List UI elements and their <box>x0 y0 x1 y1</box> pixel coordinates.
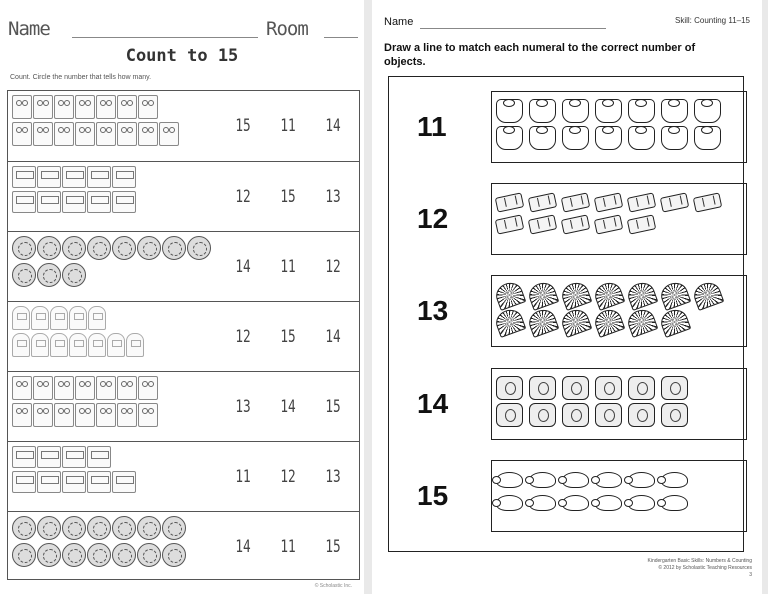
number-choices <box>223 187 353 207</box>
ball-icon <box>162 236 186 260</box>
dress-icon <box>694 126 721 150</box>
object-group[interactable] <box>491 460 747 532</box>
bird-icon <box>529 472 556 488</box>
ball-icon <box>37 263 61 287</box>
dress-icon <box>628 99 655 123</box>
number-choice[interactable]: 14 <box>325 116 341 136</box>
counting-row <box>8 161 359 231</box>
bird-icon <box>661 495 688 511</box>
ball-icon <box>137 516 161 540</box>
object-group <box>12 446 234 496</box>
fan-icon <box>493 279 527 311</box>
number-choice[interactable]: 13 <box>235 396 251 417</box>
box-icon <box>62 191 86 213</box>
bird-icon <box>661 472 688 488</box>
box-icon <box>37 191 61 213</box>
room-line <box>324 37 358 38</box>
eraser-icon <box>660 192 690 212</box>
ball-icon <box>62 263 86 287</box>
number-choice[interactable]: 13 <box>325 466 341 487</box>
number-choice[interactable]: 14 <box>235 536 251 557</box>
eraser-icon <box>594 192 624 212</box>
box-icon <box>87 166 111 188</box>
number-choice[interactable]: 15 <box>280 186 296 207</box>
bird-icon <box>562 495 589 511</box>
eraser-icon <box>627 214 657 234</box>
name-label: Name <box>384 16 414 28</box>
box-icon <box>37 446 61 468</box>
ice-icon <box>595 403 622 427</box>
box-icon <box>12 446 36 468</box>
number-choice[interactable]: 14 <box>235 256 251 277</box>
ball-icon <box>62 516 86 540</box>
ball-icon <box>187 236 211 260</box>
robot-icon <box>54 95 74 119</box>
number-choice[interactable]: 15 <box>325 396 341 417</box>
footer-line-2: © 2012 by Scholastic Teaching Resources <box>658 565 752 571</box>
robot-icon <box>96 122 116 146</box>
fan-icon <box>625 279 659 311</box>
left-worksheet <box>0 0 364 594</box>
number-choices <box>223 116 353 136</box>
ghost-icon <box>69 333 87 357</box>
number-choice[interactable]: 13 <box>325 186 341 207</box>
ghost-icon <box>50 306 68 330</box>
bird-icon <box>496 472 523 488</box>
ghost-icon <box>88 333 106 357</box>
fan-icon <box>493 306 527 338</box>
object-group <box>12 376 234 430</box>
ball-icon <box>12 263 36 287</box>
counting-row <box>8 441 359 511</box>
robot-icon <box>33 122 53 146</box>
fan-icon <box>658 306 692 338</box>
footer: © Scholastic Inc. <box>314 583 352 589</box>
number-choices <box>223 257 353 277</box>
bird-icon <box>595 495 622 511</box>
name-line <box>72 37 258 38</box>
ghost-icon <box>69 306 87 330</box>
ball-icon <box>37 543 61 567</box>
ball-icon <box>62 543 86 567</box>
robot-icon <box>12 376 32 400</box>
robot-icon <box>75 95 95 119</box>
ice-icon <box>496 376 523 400</box>
object-group <box>12 236 234 290</box>
instructions: Count. Circle the number that tells how many. <box>10 74 152 81</box>
robot-icon <box>54 376 74 400</box>
number-choices <box>223 327 353 347</box>
number-choice[interactable]: 15 <box>280 326 296 347</box>
object-group[interactable] <box>491 91 747 163</box>
eraser-icon <box>693 192 723 212</box>
fan-icon <box>592 279 626 311</box>
eraser-icon <box>528 214 558 234</box>
footer-line-1: Kindergarten Basic Skills: Numbers & Counting <box>647 558 752 564</box>
ice-icon <box>529 376 556 400</box>
ball-icon <box>137 236 161 260</box>
eraser-icon <box>495 214 525 234</box>
robot-icon <box>117 403 137 427</box>
robot-icon <box>138 403 158 427</box>
numeral[interactable]: 14 <box>417 388 449 419</box>
robot-icon <box>12 122 32 146</box>
number-choice[interactable]: 11 <box>280 116 296 136</box>
box-icon <box>112 471 136 493</box>
bird-icon <box>562 472 589 488</box>
ball-icon <box>162 543 186 567</box>
bird-icon <box>628 472 655 488</box>
numeral[interactable]: 12 <box>417 203 449 234</box>
box-icon <box>87 471 111 493</box>
ice-icon <box>661 376 688 400</box>
fan-icon <box>526 306 560 338</box>
ice-icon <box>628 376 655 400</box>
robot-icon <box>33 376 53 400</box>
robot-icon <box>33 403 53 427</box>
box-icon <box>87 446 111 468</box>
object-group[interactable] <box>491 368 747 440</box>
dress-icon <box>694 99 721 123</box>
box-icon <box>12 166 36 188</box>
robot-icon <box>138 95 158 119</box>
counting-row <box>8 371 359 441</box>
ball-icon <box>62 236 86 260</box>
fan-icon <box>559 306 593 338</box>
number-choice[interactable]: 15 <box>325 536 341 557</box>
ball-icon <box>162 516 186 540</box>
ball-icon <box>87 516 111 540</box>
footer <box>562 558 752 579</box>
object-group <box>12 306 234 360</box>
robot-icon <box>159 122 179 146</box>
robot-icon <box>96 95 116 119</box>
box-icon <box>112 191 136 213</box>
counting-row <box>8 301 359 371</box>
eraser-icon <box>561 192 591 212</box>
numeral[interactable]: 11 <box>417 111 447 142</box>
dress-icon <box>529 99 556 123</box>
number-choice[interactable]: 14 <box>325 326 341 347</box>
number-choice[interactable]: 12 <box>280 466 296 487</box>
fan-icon <box>658 279 692 311</box>
fan-icon <box>625 306 659 338</box>
dress-icon <box>628 126 655 150</box>
fan-icon <box>592 306 626 338</box>
counting-row <box>8 511 359 581</box>
robot-icon <box>75 403 95 427</box>
ball-icon <box>12 543 36 567</box>
dress-icon <box>529 126 556 150</box>
eraser-icon <box>495 192 525 212</box>
ball-icon <box>112 543 136 567</box>
number-choice[interactable]: 11 <box>235 466 251 487</box>
dress-icon <box>562 99 589 123</box>
name-line <box>420 28 606 29</box>
object-group <box>12 95 234 149</box>
bird-icon <box>628 495 655 511</box>
fan-icon <box>526 279 560 311</box>
number-choice[interactable]: 11 <box>280 536 296 557</box>
matching-area <box>388 76 744 552</box>
robot-icon <box>75 376 95 400</box>
ice-icon <box>562 376 589 400</box>
box-icon <box>12 191 36 213</box>
dress-icon <box>595 99 622 123</box>
bird-icon <box>529 495 556 511</box>
object-group[interactable] <box>491 183 747 255</box>
object-group <box>12 166 234 216</box>
robot-icon <box>12 95 32 119</box>
ball-icon <box>112 236 136 260</box>
number-choice[interactable]: 12 <box>235 186 251 207</box>
ghost-icon <box>50 333 68 357</box>
box-icon <box>62 446 86 468</box>
number-choice[interactable]: 15 <box>235 116 251 136</box>
right-worksheet <box>372 0 762 594</box>
dress-icon <box>595 126 622 150</box>
robot-icon <box>117 376 137 400</box>
box-icon <box>12 471 36 493</box>
eraser-icon <box>594 214 624 234</box>
dress-icon <box>661 99 688 123</box>
robot-icon <box>96 403 116 427</box>
number-choices <box>223 397 353 417</box>
counting-rows <box>7 90 360 580</box>
ghost-icon <box>31 333 49 357</box>
room-label: Room <box>266 18 308 40</box>
ball-icon <box>87 236 111 260</box>
box-icon <box>62 471 86 493</box>
ball-icon <box>12 516 36 540</box>
box-icon <box>62 166 86 188</box>
dress-icon <box>661 126 688 150</box>
box-icon <box>87 191 111 213</box>
number-choices <box>223 467 353 487</box>
ball-icon <box>112 516 136 540</box>
ghost-icon <box>107 333 125 357</box>
dress-icon <box>496 126 523 150</box>
robot-icon <box>138 376 158 400</box>
ball-icon <box>12 236 36 260</box>
bird-icon <box>496 495 523 511</box>
robot-icon <box>117 95 137 119</box>
dress-icon <box>496 99 523 123</box>
robot-icon <box>117 122 137 146</box>
eraser-icon <box>627 192 657 212</box>
robot-icon <box>12 403 32 427</box>
fan-icon <box>559 279 593 311</box>
ice-icon <box>628 403 655 427</box>
robot-icon <box>54 122 74 146</box>
fan-icon <box>691 279 725 311</box>
box-icon <box>37 166 61 188</box>
ice-icon <box>529 403 556 427</box>
ice-icon <box>661 403 688 427</box>
eraser-icon <box>561 214 591 234</box>
name-label: Name <box>8 18 50 40</box>
ice-icon <box>562 403 589 427</box>
bird-icon <box>595 472 622 488</box>
instructions: Draw a line to match each numeral to the correct number of objects. <box>384 42 696 68</box>
robot-icon <box>33 95 53 119</box>
ice-icon <box>595 376 622 400</box>
robot-icon <box>138 122 158 146</box>
skill-label: Skill: Counting 11–15 <box>674 16 750 25</box>
object-group <box>12 516 234 570</box>
object-group[interactable] <box>491 275 747 347</box>
ghost-icon <box>12 306 30 330</box>
page-number: 3 <box>749 572 752 578</box>
ball-icon <box>137 543 161 567</box>
ghost-icon <box>12 333 30 357</box>
box-icon <box>112 166 136 188</box>
eraser-icon <box>528 192 558 212</box>
counting-row <box>8 231 359 301</box>
box-icon <box>37 471 61 493</box>
worksheet-title: Count to 15 <box>125 46 239 66</box>
ice-icon <box>496 403 523 427</box>
number-choice[interactable]: 12 <box>325 256 341 277</box>
ghost-icon <box>126 333 144 357</box>
number-choice[interactable]: 11 <box>280 256 296 277</box>
robot-icon <box>75 122 95 146</box>
robot-icon <box>96 376 116 400</box>
numeral[interactable]: 13 <box>417 295 449 326</box>
numeral[interactable]: 15 <box>417 480 449 511</box>
counting-row <box>8 91 359 161</box>
ghost-icon <box>88 306 106 330</box>
ball-icon <box>87 543 111 567</box>
ghost-icon <box>31 306 49 330</box>
ball-icon <box>37 516 61 540</box>
number-choice[interactable]: 12 <box>235 326 251 347</box>
ball-icon <box>37 236 61 260</box>
number-choice[interactable]: 14 <box>280 396 296 417</box>
number-choices <box>223 537 353 557</box>
robot-icon <box>54 403 74 427</box>
dress-icon <box>562 126 589 150</box>
